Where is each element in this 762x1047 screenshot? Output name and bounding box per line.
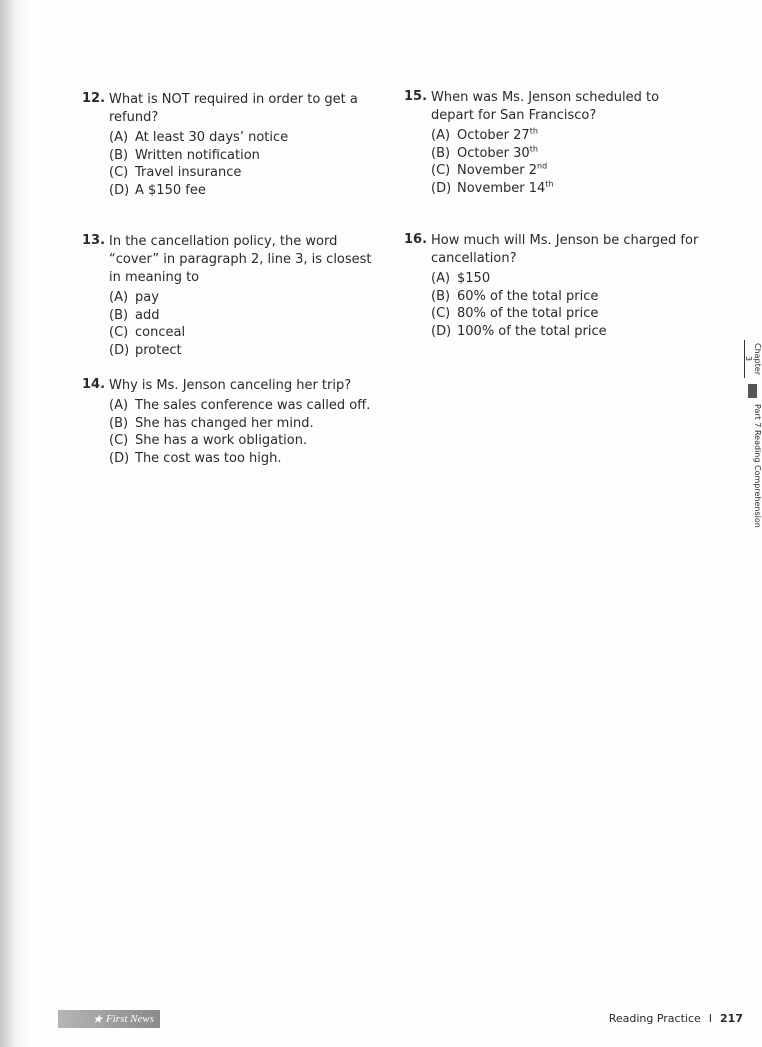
option-letter: (C): [431, 163, 451, 178]
question-12: [82, 91, 382, 215]
option-text: November 14: [457, 180, 546, 196]
option-text: The sales conference was called off.: [135, 398, 371, 413]
option-letter: (C): [109, 165, 129, 180]
option-letter: (B): [431, 145, 451, 161]
option-text: Written notification: [135, 147, 260, 163]
logo-text: First News: [106, 1013, 154, 1025]
question-14: [82, 377, 382, 483]
option-letter: (D): [431, 323, 452, 339]
question-stem: How much will Ms. Jenson be charged for cancellation?: [431, 233, 699, 266]
option-list: [431, 270, 704, 340]
option-text: At least 30 days’ notice: [135, 130, 289, 145]
option-text: November 2: [457, 163, 538, 178]
option-letter: (D): [109, 450, 130, 466]
option-a: [109, 397, 382, 415]
option-c: [109, 432, 382, 450]
tab-marker: [748, 384, 757, 398]
option-list: [109, 289, 382, 359]
option-text: She has a work obligation.: [135, 433, 308, 448]
option-list: [109, 129, 382, 199]
star-icon: ★: [92, 1011, 104, 1026]
chapter-side-tab: [744, 340, 762, 540]
question-number: 15.: [404, 89, 428, 104]
chapter-label: Chapter 3: [744, 340, 762, 378]
question-number: 12.: [82, 91, 106, 106]
option-letter: (A): [431, 271, 451, 286]
option-letter: (A): [109, 290, 129, 305]
option-text: The cost was too high.: [135, 450, 282, 466]
option-d: [109, 450, 382, 468]
option-letter: (B): [431, 288, 451, 304]
option-b: [109, 307, 382, 325]
question-stem: When was Ms. Jenson scheduled to depart for San Francisco?: [431, 90, 660, 123]
option-letter: (B): [109, 415, 129, 431]
option-c: [431, 305, 704, 323]
option-b: [431, 145, 704, 163]
option-text: 100% of the total price: [457, 323, 607, 339]
option-b: [109, 415, 382, 433]
option-a: [109, 129, 382, 147]
option-letter: (D): [109, 182, 130, 198]
option-text: A $150 fee: [135, 182, 206, 198]
ordinal-suffix: th: [529, 126, 538, 136]
option-text: 80% of the total price: [457, 306, 599, 321]
question-number: 13.: [82, 233, 106, 248]
option-letter: (A): [431, 128, 451, 143]
option-letter: (C): [431, 306, 451, 321]
question-stem: Why is Ms. Jenson canceling her trip?: [109, 378, 352, 393]
option-letter: (D): [431, 180, 452, 196]
option-list: [109, 397, 382, 467]
question-stem: What is NOT required in order to get a refund?: [109, 92, 358, 125]
footer-separator: I: [708, 1012, 713, 1025]
option-letter: (B): [109, 307, 129, 323]
option-text: She has changed her mind.: [135, 415, 314, 431]
option-letter: (B): [109, 147, 129, 163]
option-text: October 30: [457, 145, 530, 161]
page-footer: [609, 1012, 743, 1025]
question-16: [404, 232, 704, 356]
section-title: Reading Practice: [608, 1012, 701, 1025]
option-text: October 27: [457, 128, 530, 143]
option-d: [431, 180, 704, 198]
option-text: $150: [457, 271, 491, 286]
option-letter: (A): [109, 130, 129, 145]
option-a: [431, 127, 704, 145]
option-text: 60% of the total price: [457, 288, 599, 304]
question-15: [404, 89, 704, 213]
option-d: [109, 182, 382, 200]
option-text: Travel insurance: [135, 165, 242, 180]
option-c: [109, 324, 382, 342]
option-d: [109, 342, 382, 360]
option-text: add: [135, 307, 160, 323]
question-number: 16.: [404, 232, 428, 247]
option-d: [431, 323, 704, 341]
question-13: [82, 233, 382, 375]
option-letter: (D): [109, 342, 130, 358]
ordinal-suffix: th: [545, 179, 554, 189]
option-b: [109, 147, 382, 165]
option-a: [109, 289, 382, 307]
option-letter: (C): [109, 433, 129, 448]
option-letter: (C): [109, 325, 129, 340]
question-stem: In the cancellation policy, the word “cover” in paragraph 2, line 3, is closest in meaning to: [109, 234, 372, 285]
page-number: 217: [720, 1012, 743, 1025]
ordinal-suffix: nd: [537, 161, 548, 171]
publisher-logo: [58, 1010, 160, 1028]
option-text: protect: [135, 342, 182, 358]
option-letter: (A): [109, 398, 129, 413]
option-b: [431, 288, 704, 306]
ordinal-suffix: th: [529, 144, 538, 154]
page-edge-shadow: [0, 0, 30, 1047]
option-text: conceal: [135, 325, 186, 340]
question-number: 14.: [82, 377, 106, 392]
part-label: Part 7 Reading Comprehension: [753, 404, 762, 528]
option-list: [431, 127, 704, 197]
option-text: pay: [135, 290, 159, 305]
option-a: [431, 270, 704, 288]
option-c: [431, 162, 704, 180]
option-c: [109, 164, 382, 182]
